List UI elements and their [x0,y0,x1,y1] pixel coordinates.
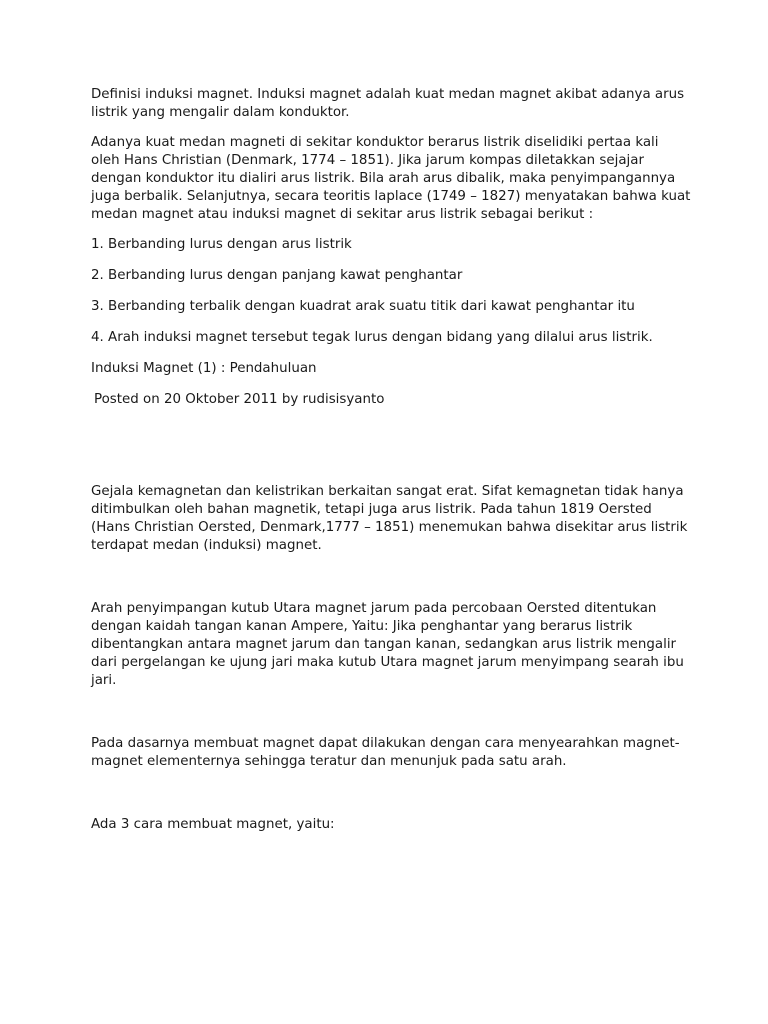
document-page [91,86,691,834]
list-item: 4. Arah induksi magnet tersebut tegak lurus dengan bidang yang dilalui arus listrik. [91,330,653,345]
paragraph-ampere-rule: Arah penyimpangan kutub Utara magnet jarum pada percobaan Oersted ditentukan dengan kaidah tangan kanan Ampere, Yaitu: Jika penghantar yang berarus listrik dibentangkan antara magnet jarum dan tangan kanan, sedangkan arus listrik mengalir dari pergelangan ke ujung jari maka kutub Utara magnet jarum menyimpang searah ibu jari. [91,601,684,688]
posted-byline: Posted on 20 Oktober 2011 by rudisisyanto [94,392,385,407]
paragraph-making-magnet: Pada dasarnya membuat magnet dapat dilakukan dengan cara menyearahkan magnet-magnet elementernya sehingga teratur dan menunjuk pada satu arah. [91,736,680,769]
paragraph-history: Adanya kuat medan magneti di sekitar konduktor berarus listrik diselidiki pertaa kali oleh Hans Christian (Denmark, 1774 – 1851). Jika jarum kompas diletakkan sejajar dengan konduktor itu dialiri arus listrik. Bila arah arus dibalik, maka penyimpangannya juga berbalik. Selanjutnya, secara teoritis laplace (1749 – 1827) menyatakan bahwa kuat medan magnet atau induksi magnet di sekitar arus listrik sebagai berikut : [91,135,691,222]
section-heading: Induksi Magnet (1) : Pendahuluan [91,361,317,376]
paragraph-oersted: Gejala kemagnetan dan kelistrikan berkaitan sangat erat. Sifat kemagnetan tidak hanya ditimbulkan oleh bahan magnetik, tetapi juga arus listrik. Pada tahun 1819 Oersted (Hans Christian Oersted, Denmark,1777 – 1851) menemukan bahwa disekitar arus listrik terdapat medan (induksi) magnet. [91,484,688,553]
paragraph-three-ways: Ada 3 cara membuat magnet, yaitu: [91,817,335,832]
list-item: 3. Berbanding terbalik dengan kuadrat arak suatu titik dari kawat penghantar itu [91,299,635,314]
list-item: 1. Berbanding lurus dengan arus listrik [91,237,352,252]
paragraph-definition: Definisi induksi magnet. Induksi magnet adalah kuat medan magnet akibat adanya arus listrik yang mengalir dalam konduktor. [91,87,685,120]
list-item: 2. Berbanding lurus dengan panjang kawat penghantar [91,268,463,283]
